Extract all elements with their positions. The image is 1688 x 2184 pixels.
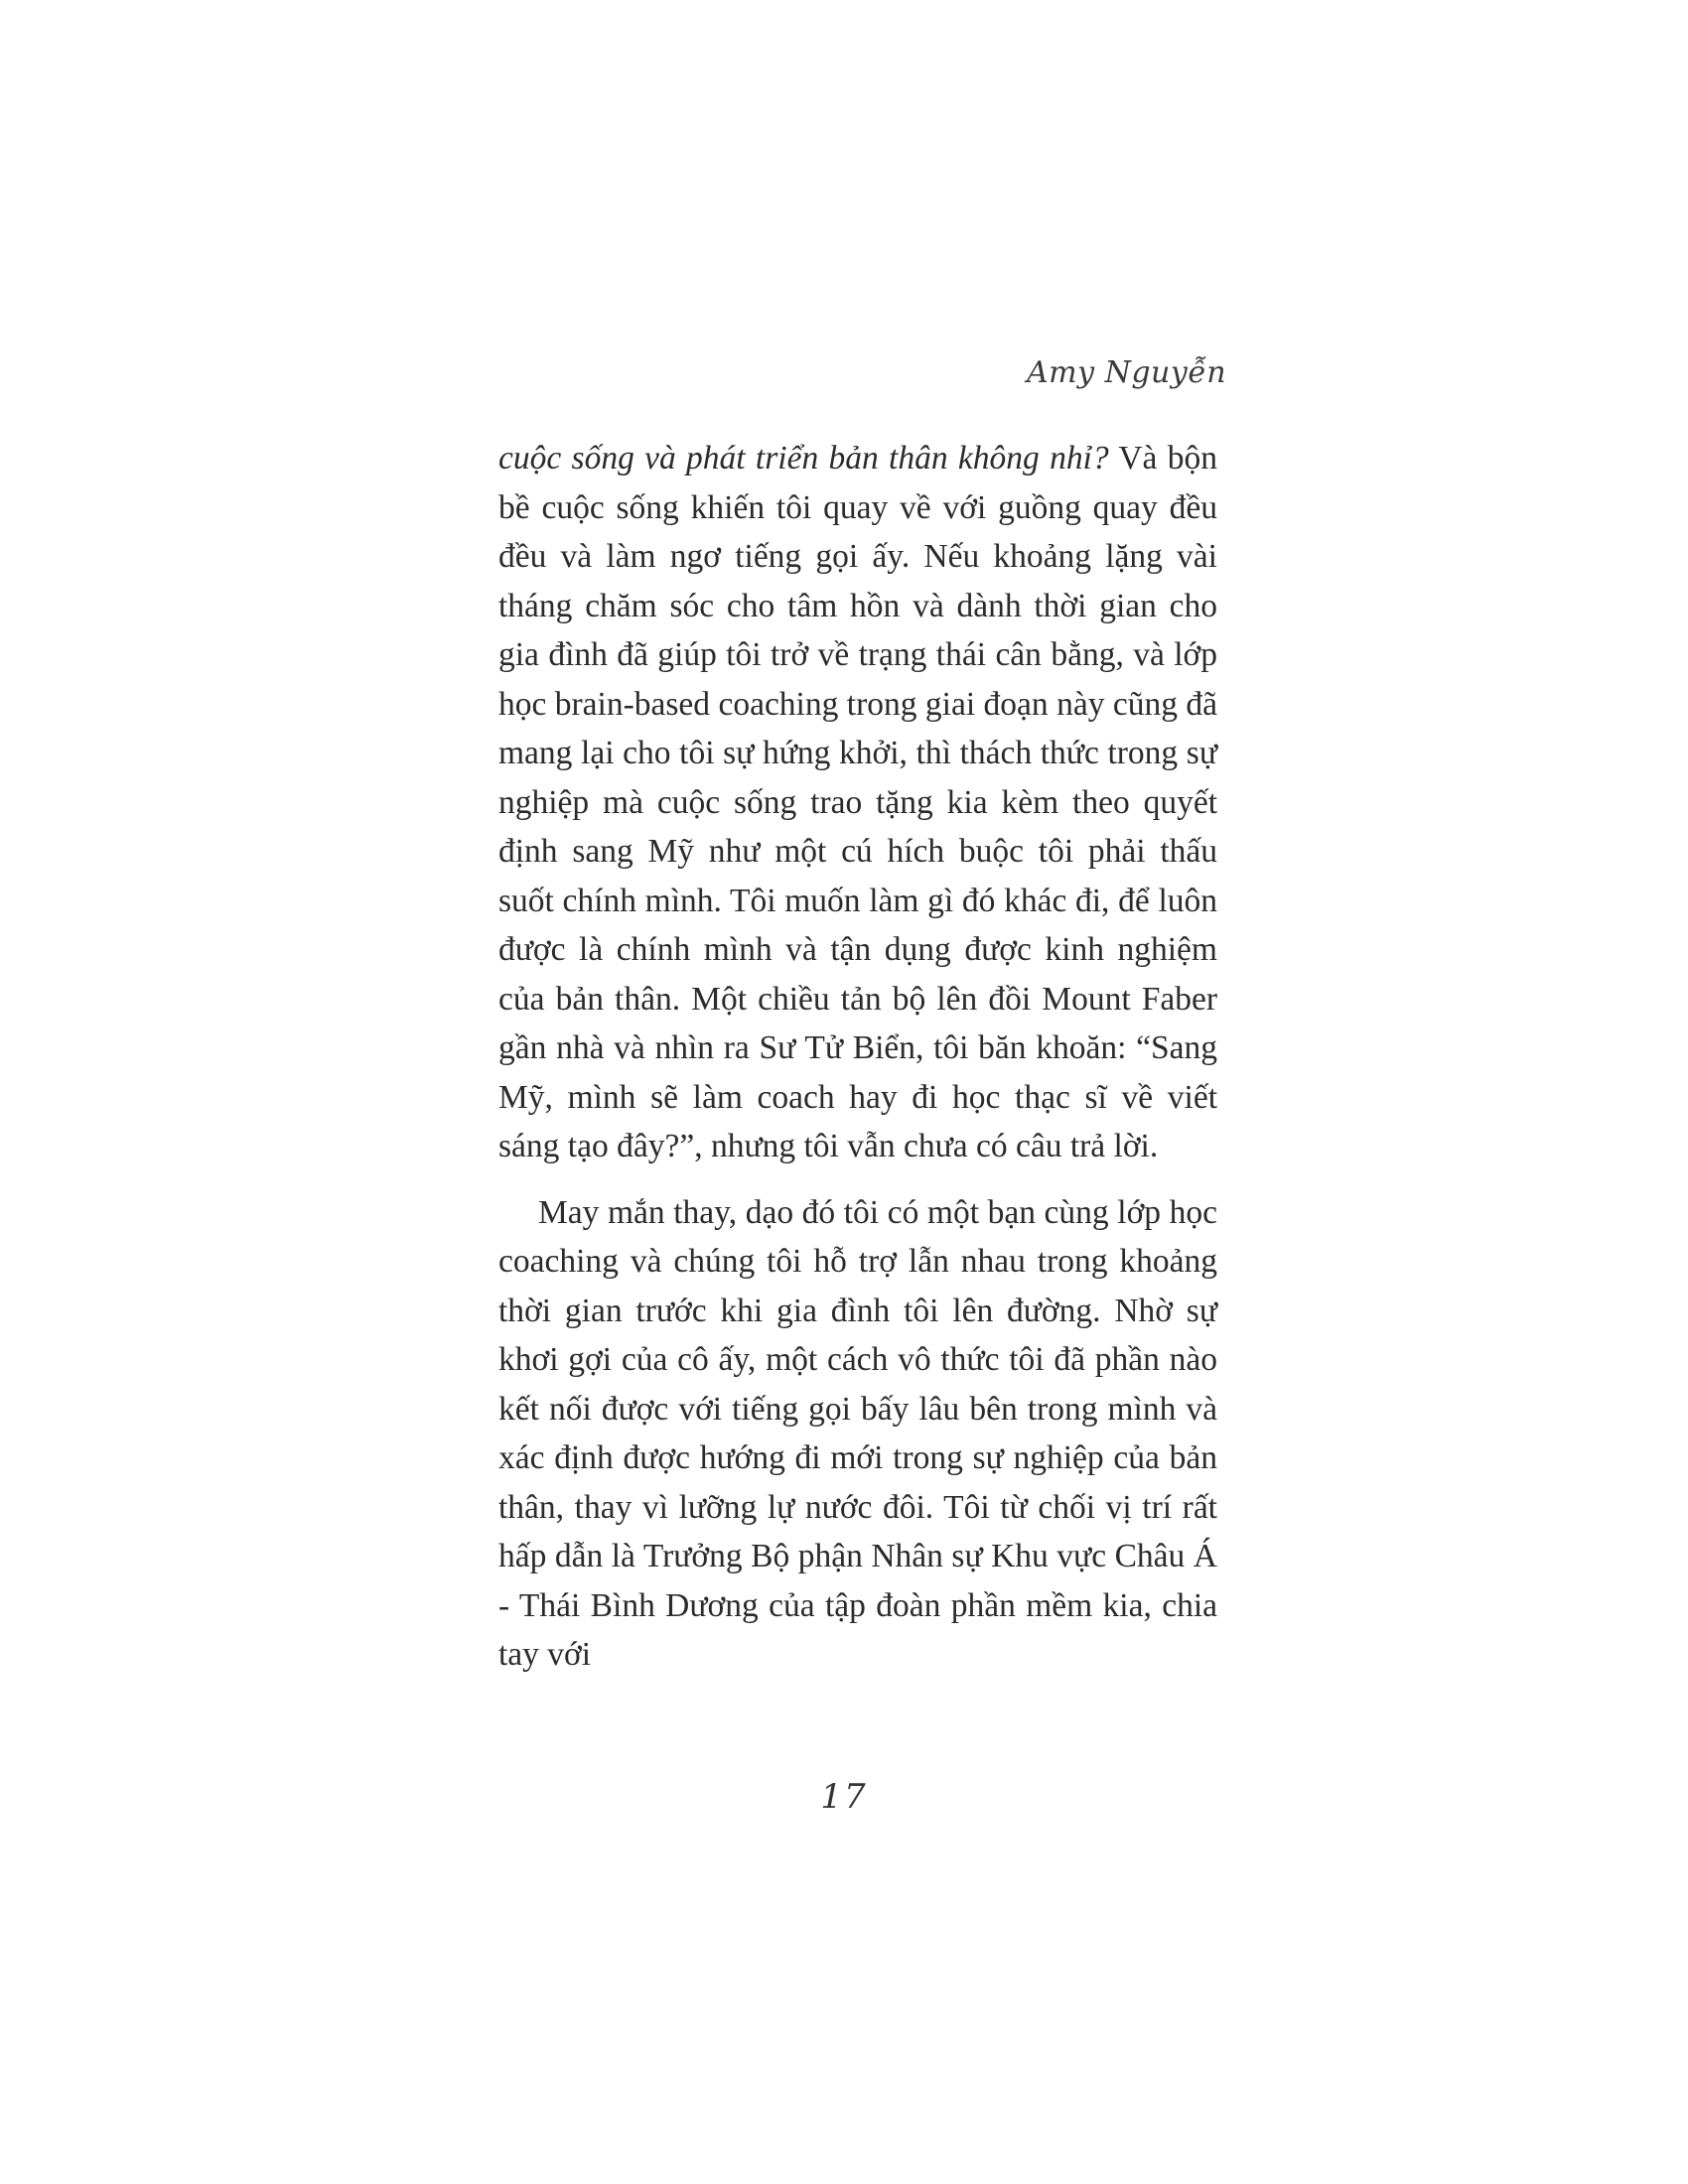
paragraph-1 [498, 434, 1217, 1171]
page-number: 17 [820, 1777, 868, 1817]
running-header [1013, 338, 1227, 407]
body-text [498, 434, 1217, 1680]
paragraph-2: May mắn thay, dạo đó tôi có một bạn cùng lớp học coaching và chúng tôi hỗ trợ lẫn nhau trong khoảng thời gian trước khi gia đình tôi lên đường. Nhờ sự khơi gợi của cô ấy, một cách vô thức tôi đã phần nào kết nối được với tiếng gọi bấy lâu bên trong mình và xác định được hướng đi mới trong sự nghiệp của bản thân, thay vì lưỡng lự nước đôi. Tôi từ chối vị trí rất hấp dẫn là Trưởng Bộ phận Nhân sự Khu vực Châu Á - Thái Bình Dương của tập đoàn phần mềm kia, chia tay với [498, 1193, 1217, 1673]
paragraph-1-italic: cuộc sống và phát triển bản thân không nhỉ? [498, 440, 1109, 477]
paragraph-1-text: Và bộn bề cuộc sống khiến tôi quay về với guồng quay đều đều và làm ngơ tiếng gọi ấy. Nếu khoảng lặng vài tháng chăm sóc cho tâm hồn và dành thời gian cho gia đình đã giúp tôi trở về trạng thái cân bằng, và lớp học brain-based coaching trong giai đoạn này cũng đã mang lại cho tôi sự hứng khởi, thì thách thức trong sự nghiệp mà cuộc sống trao tặng kia kèm theo quyết định sang Mỹ như một cú hích buộc tôi phải thấu suốt chính mình. Tôi muốn làm gì đó khác đi, để luôn được là chính mình và tận dụng được kinh nghiệm của bản thân. Một chiều tản bộ lên đồi Mount Faber gần nhà và nhìn ra Sư Tử Biển, tôi băn khoăn: “Sang Mỹ, mình sẽ làm coach hay đi học thạc sĩ về viết sáng tạo đây?”, nhưng tôi vẫn chưa có câu trả lời. [498, 440, 1217, 1164]
author-name: Amy Nguyễn [1027, 354, 1227, 390]
